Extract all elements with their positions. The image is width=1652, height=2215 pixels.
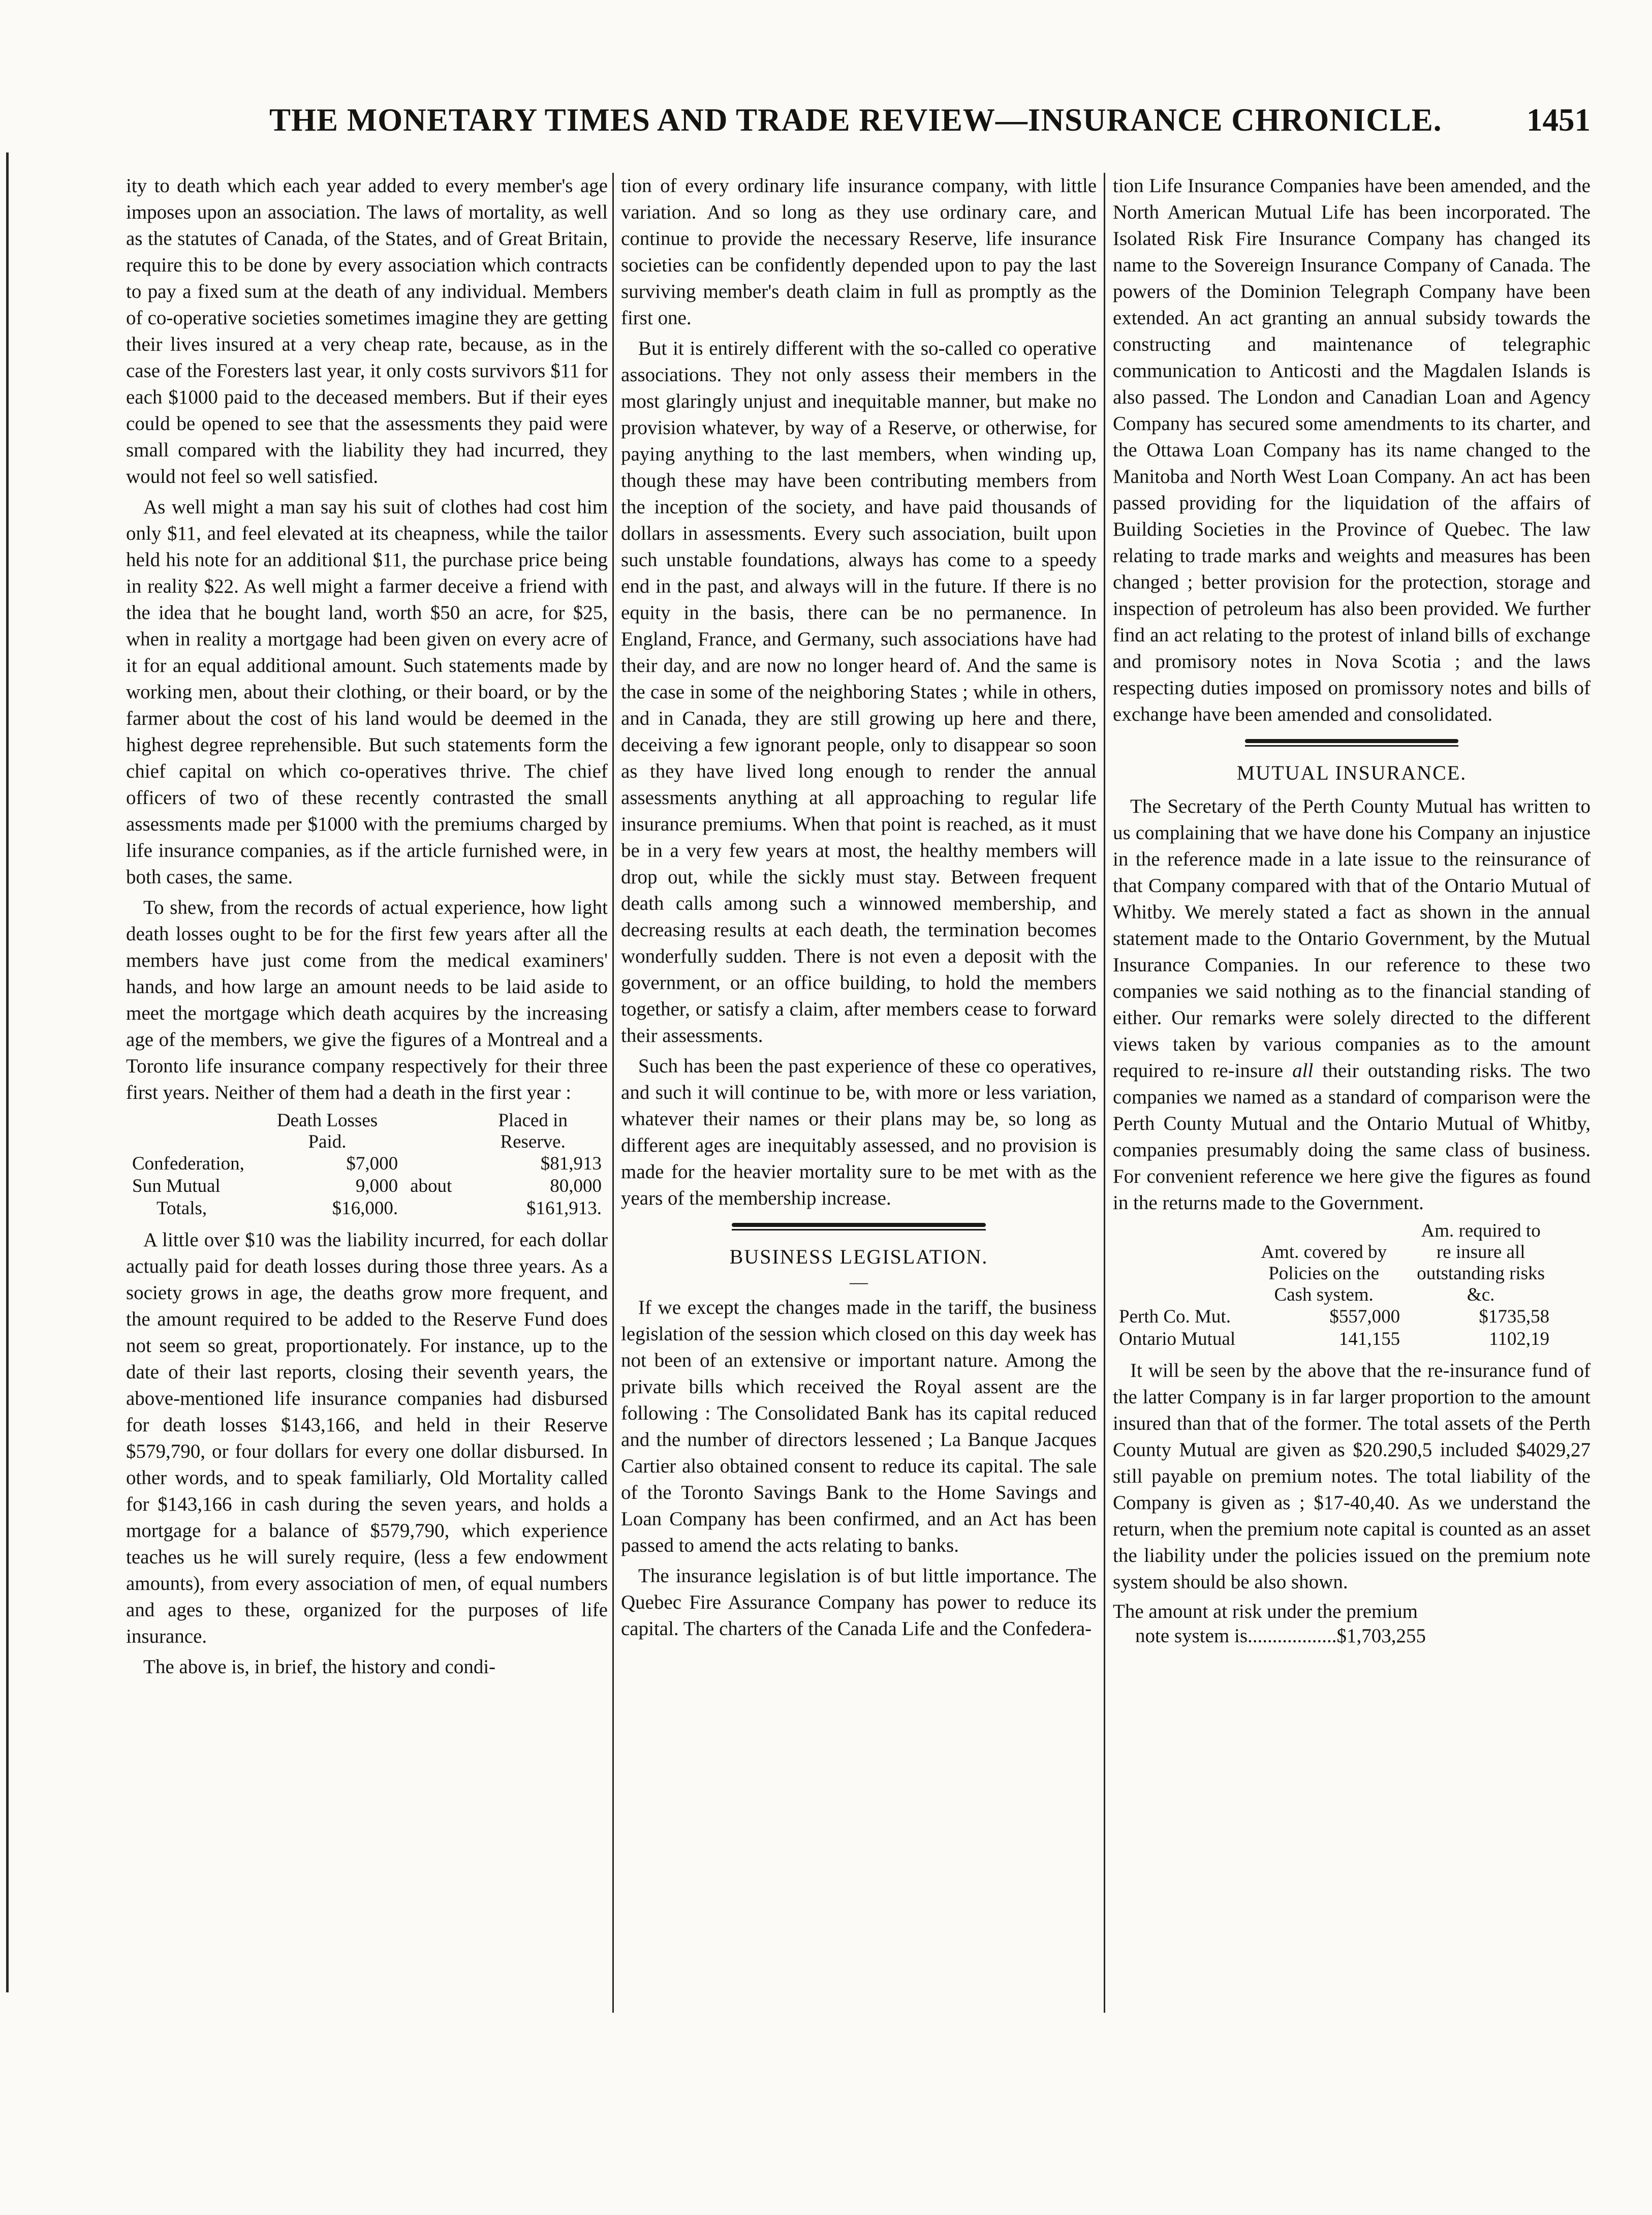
- paragraph: It will be seen by the above that the re-insurance fund of the latter Company is in far larger proportion to the amount insured than that of the former. The total assets of the Perth County Mutual are given as $20.290,5 included $4029,27 still payable on premium notes. The total liability of the Company is given as ; $17-40,40. As we understand the return, when the premium note capital is counted as an asset the liability under the policies issued on the premium note system should be also shown.: [1113, 1360, 1591, 1593]
- column-2: [621, 173, 1097, 1646]
- paragraph: The insurance legislation is of but little importance. The Quebec Fire Assurance Company has power to reduce its capital. The charters of the Canada Life and the Confedera-: [621, 1565, 1097, 1640]
- covered-value: $557,000: [1329, 1306, 1400, 1327]
- column-rule-1: [612, 173, 614, 2013]
- paragraph-text: their outstanding risks. The two companies we named as a standard of comparison were the Perth County Mutual and the Ontario Mutual of Whitby, companies presumably doing the same class of business. For convenient reference we here give the figures as found in the returns made to the Government.: [1113, 1060, 1591, 1214]
- table-row: [1113, 1328, 1555, 1350]
- totals-losses: $16,000.: [332, 1198, 398, 1219]
- table-row: [1113, 1306, 1555, 1328]
- about-label: about: [410, 1176, 452, 1196]
- amount-at-risk-line: note system is..................$1,703,255: [1135, 1625, 1426, 1647]
- required-value: $1735,58: [1479, 1306, 1550, 1327]
- column-rule-2: [1104, 173, 1105, 2013]
- company-name: Confederation,: [132, 1153, 244, 1174]
- binding-edge-rule: [6, 152, 9, 1992]
- amount-at-risk: [1113, 1599, 1591, 1648]
- section-divider: [732, 1223, 986, 1230]
- losses-value: $7,000: [346, 1153, 398, 1174]
- paragraph: If we except the changes made in the tariff, the business legislation of the session which closed on this day week has not been of an extensive or important nature. Among the private bills which received the Royal assent are the following : The Consolidated Bank has its capital reduced and the number of directors lessened ; La Banque Jacques Cartier also obtained consent to reduce its capital. The sale of the Toronto Savings Bank to the Home Savings and Loan Company has been confirmed, and an Act has been passed to amend the acts relating to banks.: [621, 1297, 1097, 1556]
- totals-reserve: $161,913.: [526, 1198, 602, 1219]
- paragraph: To shew, from the records of actual experience, how light death losses ought to be for the first few years after all the members have just come from the medical examiners' hands, and how large an amount needs to be laid aside to meet the mortgage which death acquires by the increasing age of the members, we give the figures of a Montreal and a Toronto life insurance company respectively for their three first years. Neither of them had a death in the first year :: [126, 897, 608, 1103]
- column-3: [1113, 173, 1591, 1648]
- reinsurance-figures-table: [1113, 1220, 1555, 1350]
- losses-value: 9,000: [355, 1176, 398, 1196]
- table-row: [126, 1175, 608, 1197]
- column-header-required: Am. required to re insure all outstanding risks &c.: [1417, 1220, 1545, 1305]
- about-label: [404, 1153, 458, 1175]
- column-header-reserve: Placed in Reserve.: [498, 1110, 568, 1152]
- company-name: Ontario Mutual: [1119, 1329, 1236, 1349]
- table-row: [126, 1153, 608, 1175]
- heading-dash: —: [850, 1272, 868, 1292]
- paragraph: ity to death which each year added to every member's age imposes upon an association. The laws of mortality, as well as the statutes of Canada, of the States, and of Great Britain, require this to be done by every association which contracts to pay a fixed sum at the death of any individual. Members of co-operative societies sometimes imagine they are getting their lives insured at a very cheap rate, because, as in the case of the Foresters last year, it only costs survivors $11 for each $1000 paid to the deceased members. But if their eyes could be opened to see that the assessments they paid were small compared with the liability they had incurred, they would not feel so well satisfied.: [126, 175, 608, 487]
- mortality-figures-table: [126, 1110, 608, 1220]
- column-header-covered: Amt. covered by Policies on the Cash system.: [1261, 1242, 1387, 1305]
- column-header-losses: Death Losses Paid.: [276, 1110, 378, 1152]
- covered-value: 141,155: [1338, 1329, 1400, 1349]
- section-divider: [1245, 739, 1458, 747]
- section-heading-business-legislation: BUSINESS LEGISLATION.: [729, 1245, 988, 1268]
- paragraph: The above is, in brief, the history and condi-: [143, 1656, 496, 1678]
- paragraph: [1113, 793, 1591, 1216]
- paragraph: But it is entirely different with the so-called co operative associations. They not only assess their members in the most glaringly unjust and inequitable manner, but make no provision whatever, by way of a Reserve, or otherwise, for paying anything to the last members, when winding up, though these may have been contributing members from the inception of the society, and have paid thousands of dollars in assessments. Every such association, built upon such unstable foundations, always has come to a speedy end in the past, and always will in the future. If there is no equity in the basis, there can be no permanence. In England, France, and Germany, such associations have had their day, and are now no longer heard of. And the same is the case in some of the neighboring States ; while in others, and in Canada, they are still growing up here and there, deceiving a few ignorant people, only to disappear so soon as they have lived long enough to render the annual assessments anything at all approaching to regular life insurance premiums. When that point is reached, as it must be in a very few years at most, the healthy members will drop out, while the sickly must stay. Between frequent death calls among such a winnowed membership, and decreasing results at each death, the termination becomes wonderfully sudden. There is not even a deposit with the government, or an office building, to hold the members together, or satisfy a claim, after members cease to forward their assessments.: [621, 337, 1097, 1047]
- page-header: [122, 102, 1591, 142]
- paragraph: Such has been the past experience of these co operatives, and such it will continue to be, with more or less variation, whatever their names or their plans may be, so long as different ages are inequitably assessed, and no provision is made for the heavier mortality sure to be met with as the years of the membership increase.: [621, 1055, 1097, 1209]
- running-title: THE MONETARY TIMES AND TRADE REVIEW—INSURANCE CHRONICLE.: [269, 102, 1442, 138]
- reserve-value: 80,000: [550, 1176, 602, 1196]
- emphasis-all: all: [1292, 1060, 1314, 1082]
- column-1: [126, 173, 608, 1684]
- paragraph: tion of every ordinary life insurance company, with little variation. And so long as they use ordinary care, and continue to provide the necessary Reserve, life insurance societies can be confidently depended upon to pay the last surviving member's death claim in full as promptly as the first one.: [621, 175, 1097, 329]
- paragraph: As well might a man say his suit of clothes had cost him only $11, and feel elevated at its cheapness, while the tailor held his note for an additional $11, the purchase price being in reality $22. As well might a farmer deceive a friend with the idea that he bought land, worth $50 an acre, for $25, when in reality a mortgage had been given on every acre of it for an equal additional amount. Such statements made by working men, about their clothing, or their board, or by the farmer about the cost of his land would be deemed in the highest degree reprehensible. But such statements form the chief capital on which co-operatives thrive. The chief officers of two of these recently contrasted the small assessments made per $1000 with the premiums charged by life insurance companies, as if the article furnished were, in both cases, the same.: [126, 496, 608, 888]
- section-heading-mutual-insurance: MUTUAL INSURANCE.: [1236, 761, 1467, 784]
- company-name: Perth Co. Mut.: [1119, 1306, 1231, 1327]
- paragraph: A little over $10 was the liability incurred, for each dollar actually paid for death losses during those three years. As a society grows in age, the deaths grow more frequent, and the amount required to be added to the Reserve Fund does not seem so great, proportionately. For instance, up to the date of their last reports, closing their seventh years, the above-mentioned life insurance companies had disbursed for death losses $143,166, and held in their Reserve $579,790, or four dollars for every one dollar disbursed. In other words, and to speak familiarly, Old Mortality called for $143,166 in cash during the seven years, and holds a mortgage for a balance of $579,790, which experience teaches us he will surely require, (less a few endowment amounts), from every association of men, of equal numbers and ages to these, organized for the purposes of life insurance.: [126, 1229, 608, 1647]
- required-value: 1102,19: [1489, 1329, 1550, 1349]
- paragraph: tion Life Insurance Companies have been amended, and the North American Mutual Life has been incorporated. The Isolated Risk Fire Insurance Company has changed its name to the Sovereign Insurance Company of Canada. The powers of the Dominion Telegraph Company have been extended. An act granting an annual subsidy towards the constructing and maintenance of telegraphic communication to Anticosti and the Magdalen Islands is also passed. The London and Canadian Loan and Agency Company has secured some amendments to its charter, and the Ottawa Loan Company has its name changed to the Manitoba and North West Loan Company. An act has been passed providing for the liquidation of the affairs of Building Societies in the Province of Quebec. The law relating to trade marks and weights and measures has been changed ; better provision for the protection, storage and inspection of petroleum has also been provided. We further find an act relating to the protest of inland bills of exchange and promisory notes in Nova Scotia ; and the laws respecting duties imposed on promissory notes and bills of exchange have been amended and consolidated.: [1113, 175, 1591, 725]
- page-number: 1451: [1526, 102, 1591, 138]
- totals-label: Totals,: [157, 1198, 207, 1219]
- amount-at-risk-line: The amount at risk under the premium: [1113, 1601, 1418, 1622]
- paragraph-text: The Secretary of the Perth County Mutual has written to us complaining that we have done his Company an injustice in the reference made in a late issue to the reinsurance of that Company compared with that of the Ontario Mutual of Whitby. We merely stated a fact as shown in the annual statement made to the Ontario Government, by the Mutual Insurance Companies. In our reference to these two companies we said nothing as to the financial standing of either. Our remarks were solely directed to the different views taken by various companies as to the amount required to re-insure: [1113, 795, 1591, 1082]
- company-name: Sun Mutual: [132, 1176, 221, 1196]
- reserve-value: $81,913: [540, 1153, 602, 1174]
- totals-row: [126, 1197, 608, 1220]
